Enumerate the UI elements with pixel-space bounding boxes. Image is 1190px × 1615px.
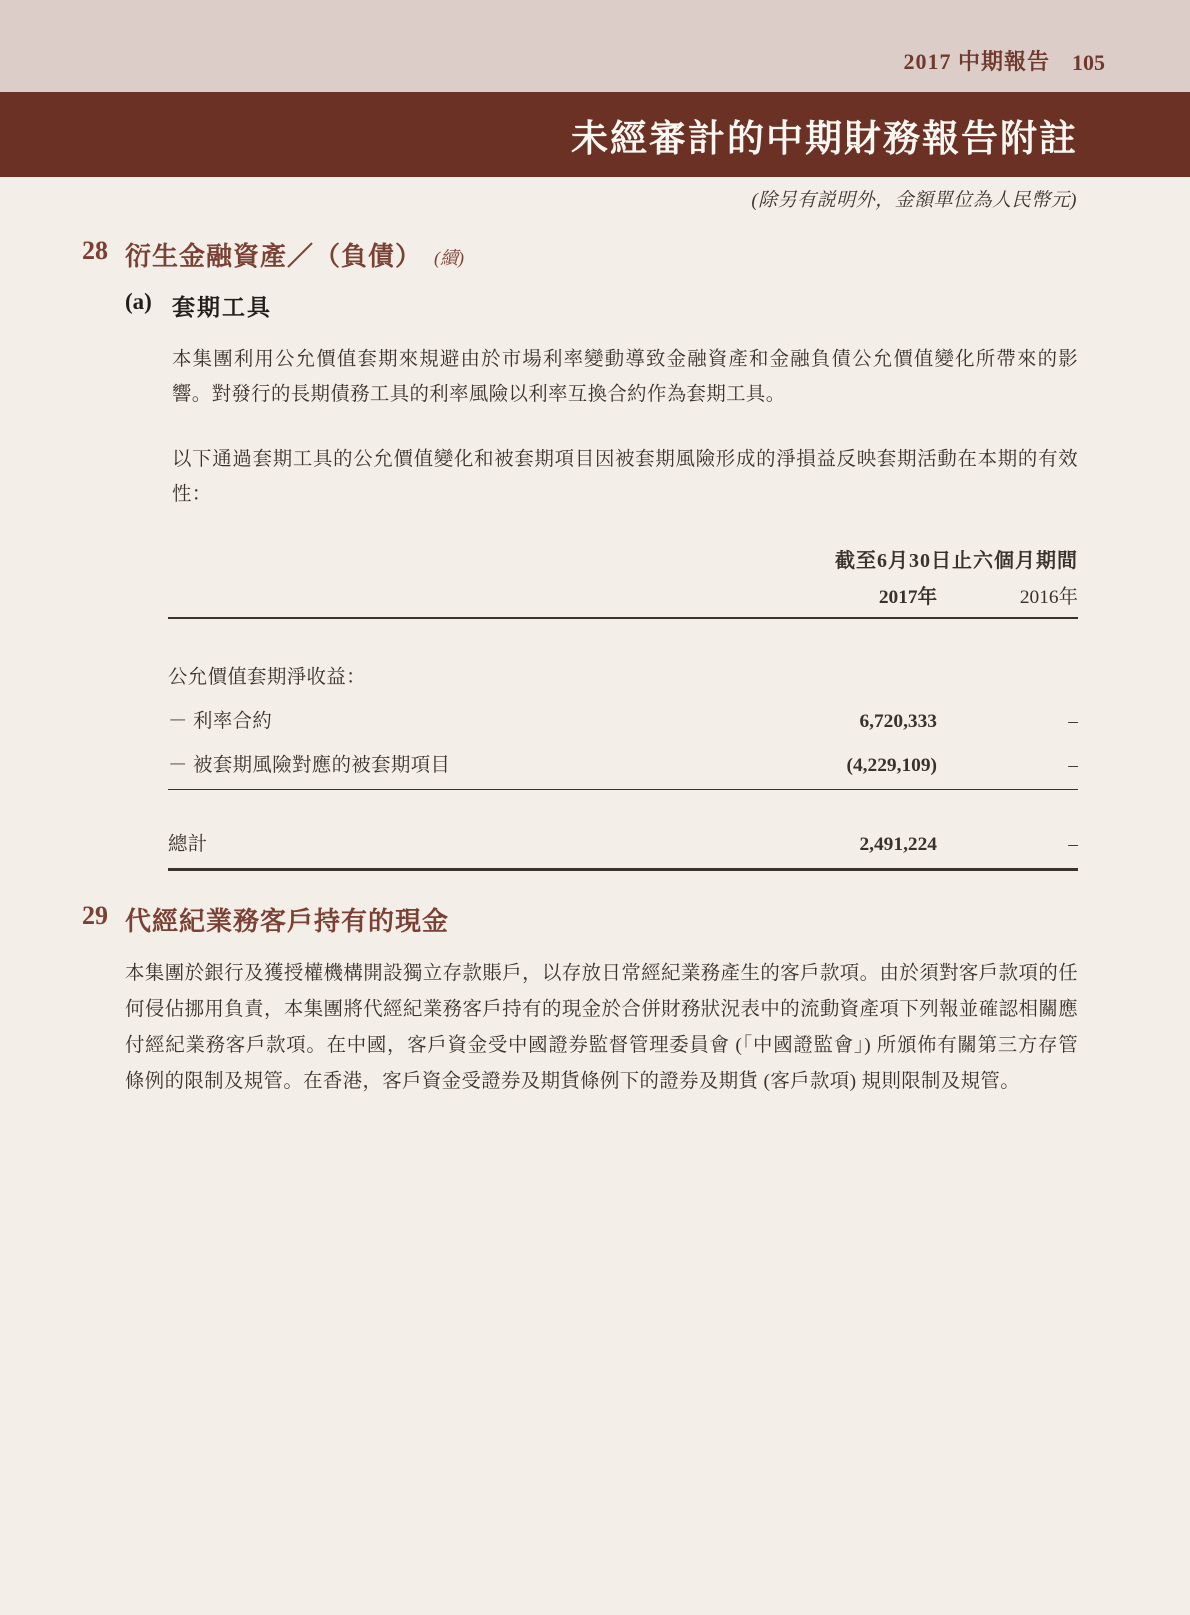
currency-note: (除另有説明外，金額單位為人民幣元)	[751, 190, 1077, 211]
row-label: 公允價值套期淨收益：	[168, 667, 366, 688]
section-29-number: 29	[82, 901, 108, 930]
section-28-continued-tag: (續)	[434, 247, 465, 268]
table-row	[168, 705, 1078, 733]
page-number: 105	[1072, 50, 1105, 75]
section-28-number: 28	[82, 236, 108, 265]
hedging-paragraph-2: 以下通過套期工具的公允價值變化和被套期項目因被套期風險形成的淨損益反映套期活動在本期的有效性：	[172, 449, 1078, 505]
row-value-2017: (4,229,109)	[846, 755, 937, 776]
table-label-column-spacer	[168, 581, 737, 609]
section-29-heading	[82, 901, 1078, 938]
subsection-a-heading	[125, 289, 1078, 322]
section-28-heading	[82, 236, 1078, 273]
report-name: 2017 中期報告	[903, 49, 1050, 74]
brokerage-cash-paragraph: 本集團於銀行及獲授權機構開設獨立存款賬戶，以存放日常經紀業務產生的客戶款項。由於須對客戶款項的任何侵佔挪用負責，本集團將代經紀業務客戶持有的現金於合併財務狀況表中的流動資產項下列報並確認相關應付經紀業務客戶款項。在中國，客戶資金受中國證券監督管理委員會 (「中國證監會」) 所頒佈有關第三方存管條例的限制及規管。在香港，客戶資金受證券及期貨條例下的證券及期貨 (客戶款項) 規則限制及規管。	[125, 963, 1078, 1092]
hedging-paragraph-1: 本集團利用公允價值套期來規避由於市場利率變動導致金融資產和金融負債公允價值變化所帶來的影響。對發行的長期債務工具的利率風險以利率互換合約作為套期工具。	[172, 349, 1078, 405]
row-value-2016: –	[1068, 755, 1078, 776]
column-header-2016: 2016年	[1019, 587, 1078, 608]
row-value-2017: 6,720,333	[859, 711, 937, 732]
row-value-2016: –	[1068, 711, 1078, 732]
page-header-band	[0, 0, 1190, 92]
row-label: － 利率合約	[168, 711, 273, 732]
table-year-columns	[168, 581, 1078, 619]
table-row	[168, 661, 1078, 689]
row-label: － 被套期風險對應的被套期項目	[168, 755, 451, 776]
column-header-2017: 2017年	[878, 587, 937, 608]
subsection-a-label: (a)	[125, 289, 152, 314]
page-content	[0, 236, 1190, 1100]
chapter-banner	[0, 92, 1190, 177]
subsection-a-title: 套期工具	[172, 295, 272, 320]
hedging-effectiveness-table	[168, 544, 1078, 871]
table-total-row	[168, 828, 1078, 871]
table-row	[168, 749, 1078, 790]
section-28-title: 衍生金融資產／（負債）	[125, 242, 423, 271]
section-29-title: 代經紀業務客戶持有的現金	[125, 907, 450, 936]
table-period-header: 截至6月30日止六個月期間	[835, 550, 1078, 572]
total-value-2017: 2,491,224	[859, 834, 937, 855]
total-label: 總計	[168, 834, 208, 855]
banner-title: 未經審計的中期財務報告附註	[571, 118, 1078, 160]
total-value-2016: –	[1068, 834, 1078, 855]
